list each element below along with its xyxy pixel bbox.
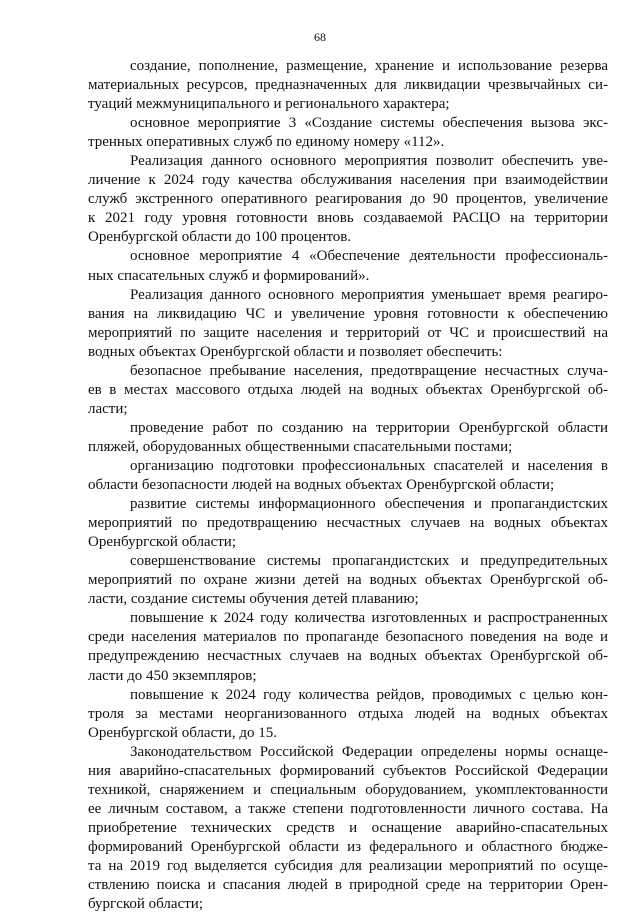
text-line: основное мероприятие 4 «Обеспечение деятельности профессиональ- [130, 248, 608, 265]
text-line: ее личным составом, а также степени подготовленности личного состава. На [88, 800, 608, 817]
text-line: ласти; [88, 400, 128, 417]
text-line: организацию подготовки профессиональных спасателей и населения в [130, 457, 608, 474]
text-line: безопасное пребывание населения, предотвращение несчастных случа- [130, 362, 608, 379]
text-line: пляжей, оборудованных общественными спасательными постами; [88, 438, 513, 455]
text-line: к 2021 году уровня готовности вновь создаваемой РАСЦО на территории [88, 210, 608, 227]
text-line: туаций межмуниципального и регионального характера; [88, 96, 450, 113]
text-line: тренных оперативных служб по единому номеру «112». [88, 134, 445, 151]
text-line: бургской области; [88, 896, 203, 913]
text-line: Реализация данного основного мероприятия позволит обеспечить уве- [130, 153, 608, 170]
text-line: мероприятий по предотвращению несчастных случаев на водных объектах [88, 515, 608, 532]
text-line: основное мероприятие 3 «Создание системы обеспечения вызова экс- [130, 115, 608, 132]
text-line: та на 2019 год выделяется субсидия для реализации мероприятий по осуще- [88, 857, 608, 874]
text-line: повышение к 2024 году количества рейдов, проводимых с целью кон- [130, 686, 608, 703]
text-line: личение к 2024 году качества обслуживания населения при взаимодействии [88, 172, 608, 189]
text-line: мероприятий по охране жизни детей на водных объектах Оренбургской об- [88, 572, 608, 589]
text-line: ствлению поиска и спасания людей в природной среде на территории Орен- [88, 877, 608, 894]
text-line: формирований Оренбургской области из федерального и областного бюдже- [88, 838, 608, 855]
text-line: техникой, снаряжением и специальным оборудованием, укомплектованности [88, 781, 608, 798]
text-line: проведение работ по созданию на территории Оренбургской области [130, 419, 608, 436]
text-line: ласти, создание системы обучения детей плаванию; [88, 591, 419, 608]
text-line: совершенствование системы пропагандистских и предупредительных [130, 553, 608, 570]
text-line: ев в местах массового отдыха людей на водных объектах Оренбургской об- [88, 381, 608, 398]
text-line: ния аварийно-спасательных формирований субъектов Российской Федерации [88, 762, 608, 779]
text-line: области безопасности людей на водных объектах Оренбургской области; [88, 477, 555, 494]
text-line: водных объектах Оренбургской области и позволяет обеспечить: [88, 343, 503, 360]
text-line: создание, пополнение, размещение, хранение и использование резерва [130, 58, 608, 74]
text-line: Оренбургской области, до 15. [88, 724, 277, 741]
text-line: Оренбургской области до 100 процентов. [88, 229, 352, 246]
text-line: ласти до 450 экземпляров; [88, 667, 257, 684]
text-line: вания на ликвидацию ЧС и увеличение уровня готовности к обеспечению [88, 305, 608, 322]
page-number: 68 [314, 30, 326, 44]
text-line: ных спасательных служб и формирований». [88, 267, 370, 284]
text-line: служб экстренного оперативного реагирования до 90 процентов, увеличение [88, 191, 608, 208]
text-line: Реализация данного основного мероприятия уменьшает время реагиро- [130, 286, 608, 303]
text-line: среди населения материалов по пропаганде безопасного поведения на воде и [88, 629, 608, 646]
text-line: мероприятий по защите населения и территорий от ЧС и происшествий на [88, 324, 608, 341]
text-line: Законодательством Российской Федерации определены нормы оснаще- [130, 743, 608, 760]
text-line: троля за местами неорганизованного отдыха людей на водных объектах [88, 705, 608, 722]
text-line: приобретение технических средств и оснащение аварийно-спасательных [88, 819, 608, 836]
text-line: повышение к 2024 году количества изготовленных и распространенных [130, 610, 608, 627]
body-text [88, 57, 608, 914]
text-line: Оренбургской области; [88, 534, 237, 551]
text-line: материальных ресурсов, предназначенных для ликвидации чрезвычайных си- [88, 77, 608, 94]
text-line: развитие системы информационного обеспечения и пропагандистских [130, 496, 608, 513]
text-line: предупреждению несчастных случаев на водных объектах Оренбургской об- [88, 648, 608, 665]
